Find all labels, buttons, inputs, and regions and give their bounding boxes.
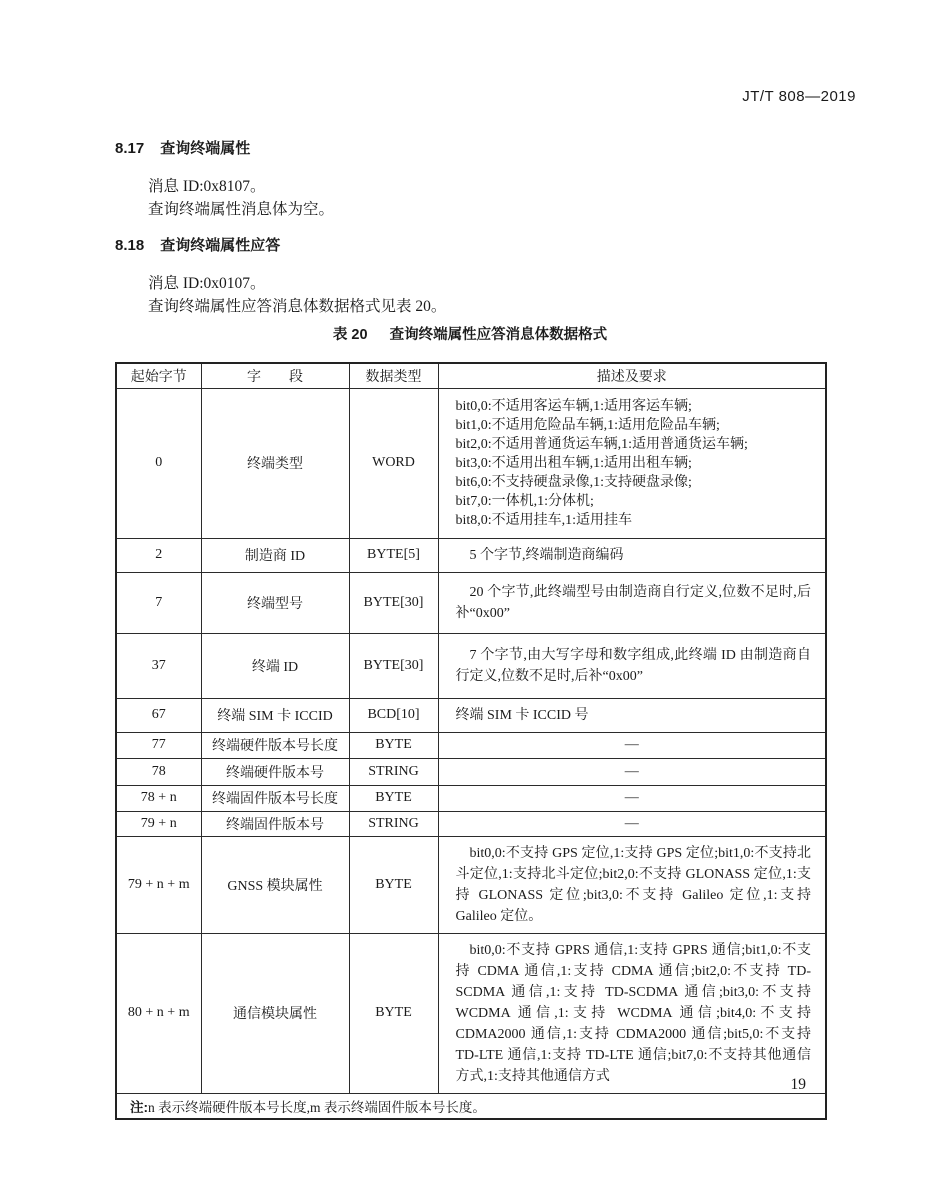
cell-data-type: BYTE[30] bbox=[349, 633, 438, 698]
paragraph: 消息 ID:0x0107。 bbox=[148, 275, 266, 292]
table-note bbox=[116, 1093, 826, 1119]
cell-field: 通信模块属性 bbox=[201, 933, 349, 1093]
table-20 bbox=[115, 362, 827, 1120]
cell-start-byte: 37 bbox=[116, 633, 201, 698]
table-row bbox=[116, 732, 826, 758]
cell-data-type: STRING bbox=[349, 811, 438, 836]
table-row bbox=[116, 388, 826, 538]
cell-data-type: BYTE bbox=[349, 732, 438, 758]
note-label: 注: bbox=[130, 1099, 148, 1115]
cell-start-byte: 78 bbox=[116, 758, 201, 785]
cell-field: 终端硬件版本号 bbox=[201, 758, 349, 785]
section-title: 查询终端属性应答 bbox=[160, 237, 281, 254]
page-content bbox=[115, 140, 827, 1120]
cell-data-type: BYTE bbox=[349, 836, 438, 933]
table-row bbox=[116, 836, 826, 933]
cell-description: — bbox=[438, 811, 826, 836]
description-line: bit0,0:不适用客运车辆,1:适用客运车辆; bbox=[455, 398, 692, 414]
cell-data-type: BYTE bbox=[349, 785, 438, 811]
cell-data-type: STRING bbox=[349, 758, 438, 785]
col-header-description: 描述及要求 bbox=[438, 363, 826, 388]
description-line: bit3,0:不适用出租车辆,1:适用出租车辆; bbox=[455, 455, 692, 471]
cell-field: 终端类型 bbox=[201, 388, 349, 538]
cell-start-byte: 2 bbox=[116, 538, 201, 572]
table-caption-text: 查询终端属性应答消息体数据格式 bbox=[389, 327, 608, 343]
section-8-17 bbox=[115, 140, 827, 221]
cell-start-byte: 7 bbox=[116, 572, 201, 633]
cell-field: 制造商 ID bbox=[201, 538, 349, 572]
description-line: bit2,0:不适用普通货运车辆,1:适用普通货运车辆; bbox=[455, 436, 748, 452]
cell-description: — bbox=[438, 758, 826, 785]
page-number: 19 bbox=[790, 1076, 806, 1093]
description-paragraph: bit0,0:不支持 GPS 定位,1:支持 GPS 定位;bit1,0:不支持北斗定位,1:支持北斗定位;bit2,0:不支持 GLONASS 定位,1:支持 GLONASS 定位;bit3,0:不支持 Galileo 定位,1:支持 Galileo 定位。 bbox=[455, 845, 811, 924]
section-title: 查询终端属性 bbox=[160, 140, 251, 157]
cell-start-byte: 67 bbox=[116, 698, 201, 732]
paragraph: 查询终端属性应答消息体数据格式见表 20。 bbox=[148, 298, 447, 315]
section-paragraphs bbox=[115, 272, 827, 318]
description-line: bit7,0:一体机,1:分体机; bbox=[455, 493, 594, 509]
cell-field: 终端 SIM 卡 ICCID bbox=[201, 698, 349, 732]
table-body bbox=[116, 388, 826, 1093]
section-8-18 bbox=[115, 237, 827, 318]
cell-field: 终端固件版本号 bbox=[201, 811, 349, 836]
cell-description bbox=[438, 538, 826, 572]
table-note-row bbox=[116, 1093, 826, 1119]
table-row bbox=[116, 785, 826, 811]
section-number: 8.17 bbox=[115, 140, 145, 157]
cell-description bbox=[438, 836, 826, 933]
cell-start-byte: 80 + n + m bbox=[116, 933, 201, 1093]
table-row bbox=[116, 572, 826, 633]
description-paragraph: 20 个字节,此终端型号由制造商自行定义,位数不足时,后补“0x00” bbox=[455, 584, 811, 621]
table-row bbox=[116, 538, 826, 572]
cell-field: 终端固件版本号长度 bbox=[201, 785, 349, 811]
cell-start-byte: 0 bbox=[116, 388, 201, 538]
cell-start-byte: 79 + n + m bbox=[116, 836, 201, 933]
paragraph: 消息 ID:0x8107。 bbox=[148, 178, 266, 195]
description-line: bit6,0:不支持硬盘录像,1:支持硬盘录像; bbox=[455, 474, 692, 490]
standard-number: JT/T 808—2019 bbox=[742, 88, 856, 105]
section-number: 8.18 bbox=[115, 237, 145, 254]
paragraph: 查询终端属性消息体为空。 bbox=[148, 201, 335, 218]
cell-field: 终端型号 bbox=[201, 572, 349, 633]
table-header bbox=[116, 363, 826, 388]
col-header-data-type: 数据类型 bbox=[349, 363, 438, 388]
cell-data-type: BYTE bbox=[349, 933, 438, 1093]
cell-start-byte: 78 + n bbox=[116, 785, 201, 811]
description-paragraph: 7 个字节,由大写字母和数字组成,此终端 ID 由制造商自行定义,位数不足时,后补“0x00” bbox=[455, 647, 811, 684]
section-paragraphs bbox=[115, 175, 827, 221]
cell-description bbox=[438, 572, 826, 633]
table-footer bbox=[116, 1093, 826, 1119]
cell-description bbox=[438, 633, 826, 698]
table-header-row bbox=[116, 363, 826, 388]
cell-description bbox=[438, 388, 826, 538]
table-row bbox=[116, 933, 826, 1093]
table-row bbox=[116, 758, 826, 785]
cell-description: — bbox=[438, 732, 826, 758]
description-paragraph: bit0,0:不支持 GPRS 通信,1:支持 GPRS 通信;bit1,0:不支持 CDMA 通信,1:支持 CDMA 通信;bit2,0:不支持 TD-SCDMA 通信,1:支持 TD-SCDMA 通信;bit3,0:不支持 WCDMA 通信,1:支持 WCDMA 通信;bit4,0:不支持 CDMA2000 通信,1:支持 CDMA2000 通信;bit5,0:不支持 TD-LTE 通信,1:支持 TD-LTE 通信;bit7,0:不支持其他通信方式,1:支持其他通信方式 bbox=[455, 942, 811, 1084]
cell-description: — bbox=[438, 785, 826, 811]
cell-start-byte: 79 + n bbox=[116, 811, 201, 836]
table-row bbox=[116, 811, 826, 836]
cell-field: GNSS 模块属性 bbox=[201, 836, 349, 933]
col-header-field: 字 段 bbox=[201, 363, 349, 388]
cell-data-type: BYTE[30] bbox=[349, 572, 438, 633]
cell-field: 终端硬件版本号长度 bbox=[201, 732, 349, 758]
table-caption-label: 表 20 bbox=[332, 327, 368, 343]
table-row bbox=[116, 633, 826, 698]
cell-data-type: WORD bbox=[349, 388, 438, 538]
cell-field: 终端 ID bbox=[201, 633, 349, 698]
table-caption bbox=[115, 327, 825, 343]
description-line: bit1,0:不适用危险品车辆,1:适用危险品车辆; bbox=[455, 417, 720, 433]
description-line: bit8,0:不适用挂车,1:适用挂车 bbox=[455, 512, 633, 528]
cell-data-type: BYTE[5] bbox=[349, 538, 438, 572]
table-row bbox=[116, 698, 826, 732]
note-text: n 表示终端硬件版本号长度,m 表示终端固件版本号长度。 bbox=[148, 1099, 486, 1115]
cell-data-type: BCD[10] bbox=[349, 698, 438, 732]
description-paragraph: 5 个字节,终端制造商编码 bbox=[469, 547, 624, 563]
section-heading bbox=[115, 237, 827, 255]
col-header-start-byte: 起始字节 bbox=[116, 363, 201, 388]
description-paragraph: 终端 SIM 卡 ICCID 号 bbox=[455, 707, 589, 723]
cell-description bbox=[438, 933, 826, 1093]
section-heading bbox=[115, 140, 827, 158]
cell-description bbox=[438, 698, 826, 732]
cell-start-byte: 77 bbox=[116, 732, 201, 758]
